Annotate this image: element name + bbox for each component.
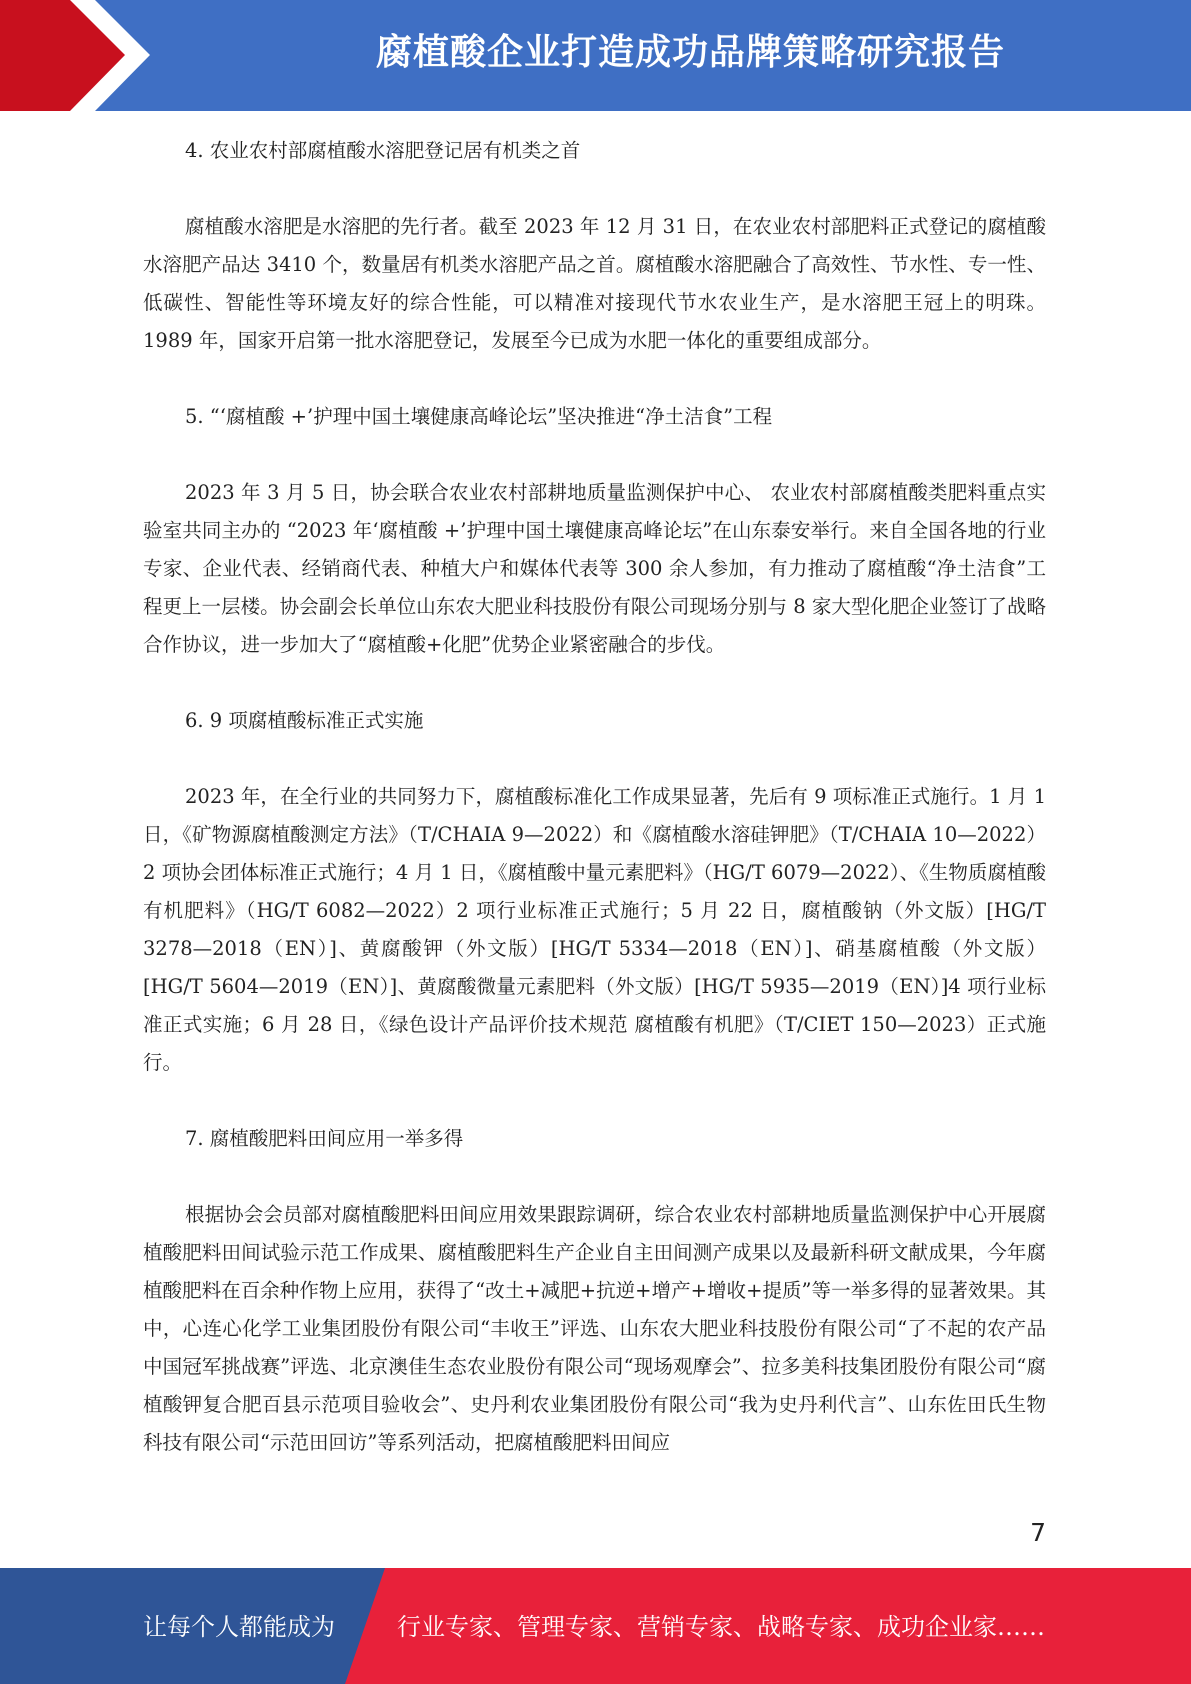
page-header bbox=[0, 0, 1191, 111]
footer-slogan-right: 行业专家、管理专家、营销专家、战略专家、成功企业家…… bbox=[397, 1613, 1045, 1641]
section-paragraph: 腐植酸水溶肥是水溶肥的先行者。截至 2023 年 12 月 31 日，在农业农村部肥料正式登记的腐植酸水溶肥产品达 3410 个，数量居有机类水溶肥产品之首。腐植酸水溶肥融合了高效性、节水性、专一性、低碳性、智能性等环境友好的综合性能，可以精准对接现代节水农业生产，是水溶肥王冠上的明珠。1989 年，国家开启第一批水溶肥登记，发展至今已成为水肥一体化的重要组成部分。 bbox=[143, 215, 1046, 352]
page-number: 7 bbox=[1030, 1518, 1046, 1547]
section-paragraph: 2023 年 3 月 5 日，协会联合农业农村部耕地质量监测保护中心、 农业农村部腐植酸类肥料重点实验室共同主办的 “2023 年‘腐植酸 +’护理中国土壤健康高峰论坛”在山东泰安举行。来自全国各地的行业专家、企业代表、经销商代表、种植大户和媒体代表等 300 余人参加，有力推动了腐植酸“净土洁食”工程更上一层楼。协会副会长单位山东农大肥业科技股份有限公司现场分别与 8 家大型化肥企业签订了战略合作协议，进一步加大了“腐植酸+化肥”优势企业紧密融合的步伐。 bbox=[143, 481, 1046, 656]
footer-slogan-left: 让每个人都能成为 bbox=[143, 1613, 335, 1641]
section-heading: 7. 腐植酸肥料田间应用一举多得 bbox=[185, 1127, 464, 1150]
section-paragraph: 2023 年，在全行业的共同努力下，腐植酸标准化工作成果显著，先后有 9 项标准正式施行。1 月 1 日，《矿物源腐植酸测定方法》（T/CHAIA 9—2022）和《腐植酸水溶硅钾肥》（T/CHAIA 10—2022）2 项协会团体标准正式施行；4 月 1 日，《腐植酸中量元素肥料》（HG/T 6079—2022）、《生物质腐植酸有机肥料》（HG/T 6082—2022）2 项行业标准正式施行；5 月 22 日，腐植酸钠（外文版）[HG/T 3278—2018（EN）]、黄腐酸钾（外文版）[HG/T 5334—2018（EN）]、硝基腐植酸（外文版）[HG/T 5604—2019（EN）]、黄腐酸微量元素肥料（外文版）[HG/T 5935—2019（EN）]4 项行业标准正式实施；6 月 28 日，《绿色设计产品评价技术规范 腐植酸有机肥》（T/CIET 150—2023）正式施行。 bbox=[143, 785, 1046, 1074]
report-title: 腐植酸企业打造成功品牌策略研究报告 bbox=[375, 32, 1005, 73]
document-body bbox=[143, 132, 1046, 1462]
section-heading: 4. 农业农村部腐植酸水溶肥登记居有机类之首 bbox=[185, 139, 581, 162]
section-paragraph: 根据协会会员部对腐植酸肥料田间应用效果跟踪调研，综合农业农村部耕地质量监测保护中心开展腐植酸肥料田间试验示范工作成果、腐植酸肥料生产企业自主田间测产成果以及最新科研文献成果，今年腐植酸肥料在百余种作物上应用，获得了“改土+减肥+抗逆+增产+增收+提质”等一举多得的显著效果。其中，心连心化学工业集团股份有限公司“丰收王”评选、山东农大肥业科技股份有限公司“了不起的农产品中国冠军挑战赛”评选、北京澳佳生态农业股份有限公司“现场观摩会”、拉多美科技集团股份有限公司“腐植酸钾复合肥百县示范项目验收会”、史丹利农业集团股份有限公司“我为史丹利代言”、山东佐田氏生物科技有限公司“示范田回访”等系列活动，把腐植酸肥料田间应 bbox=[143, 1203, 1046, 1454]
section-heading: 6. 9 项腐植酸标准正式实施 bbox=[185, 709, 424, 732]
section-heading: 5. “‘腐植酸 +’护理中国土壤健康高峰论坛”坚决推进“净土洁食”工程 bbox=[185, 405, 773, 428]
page-footer bbox=[0, 1568, 1191, 1684]
